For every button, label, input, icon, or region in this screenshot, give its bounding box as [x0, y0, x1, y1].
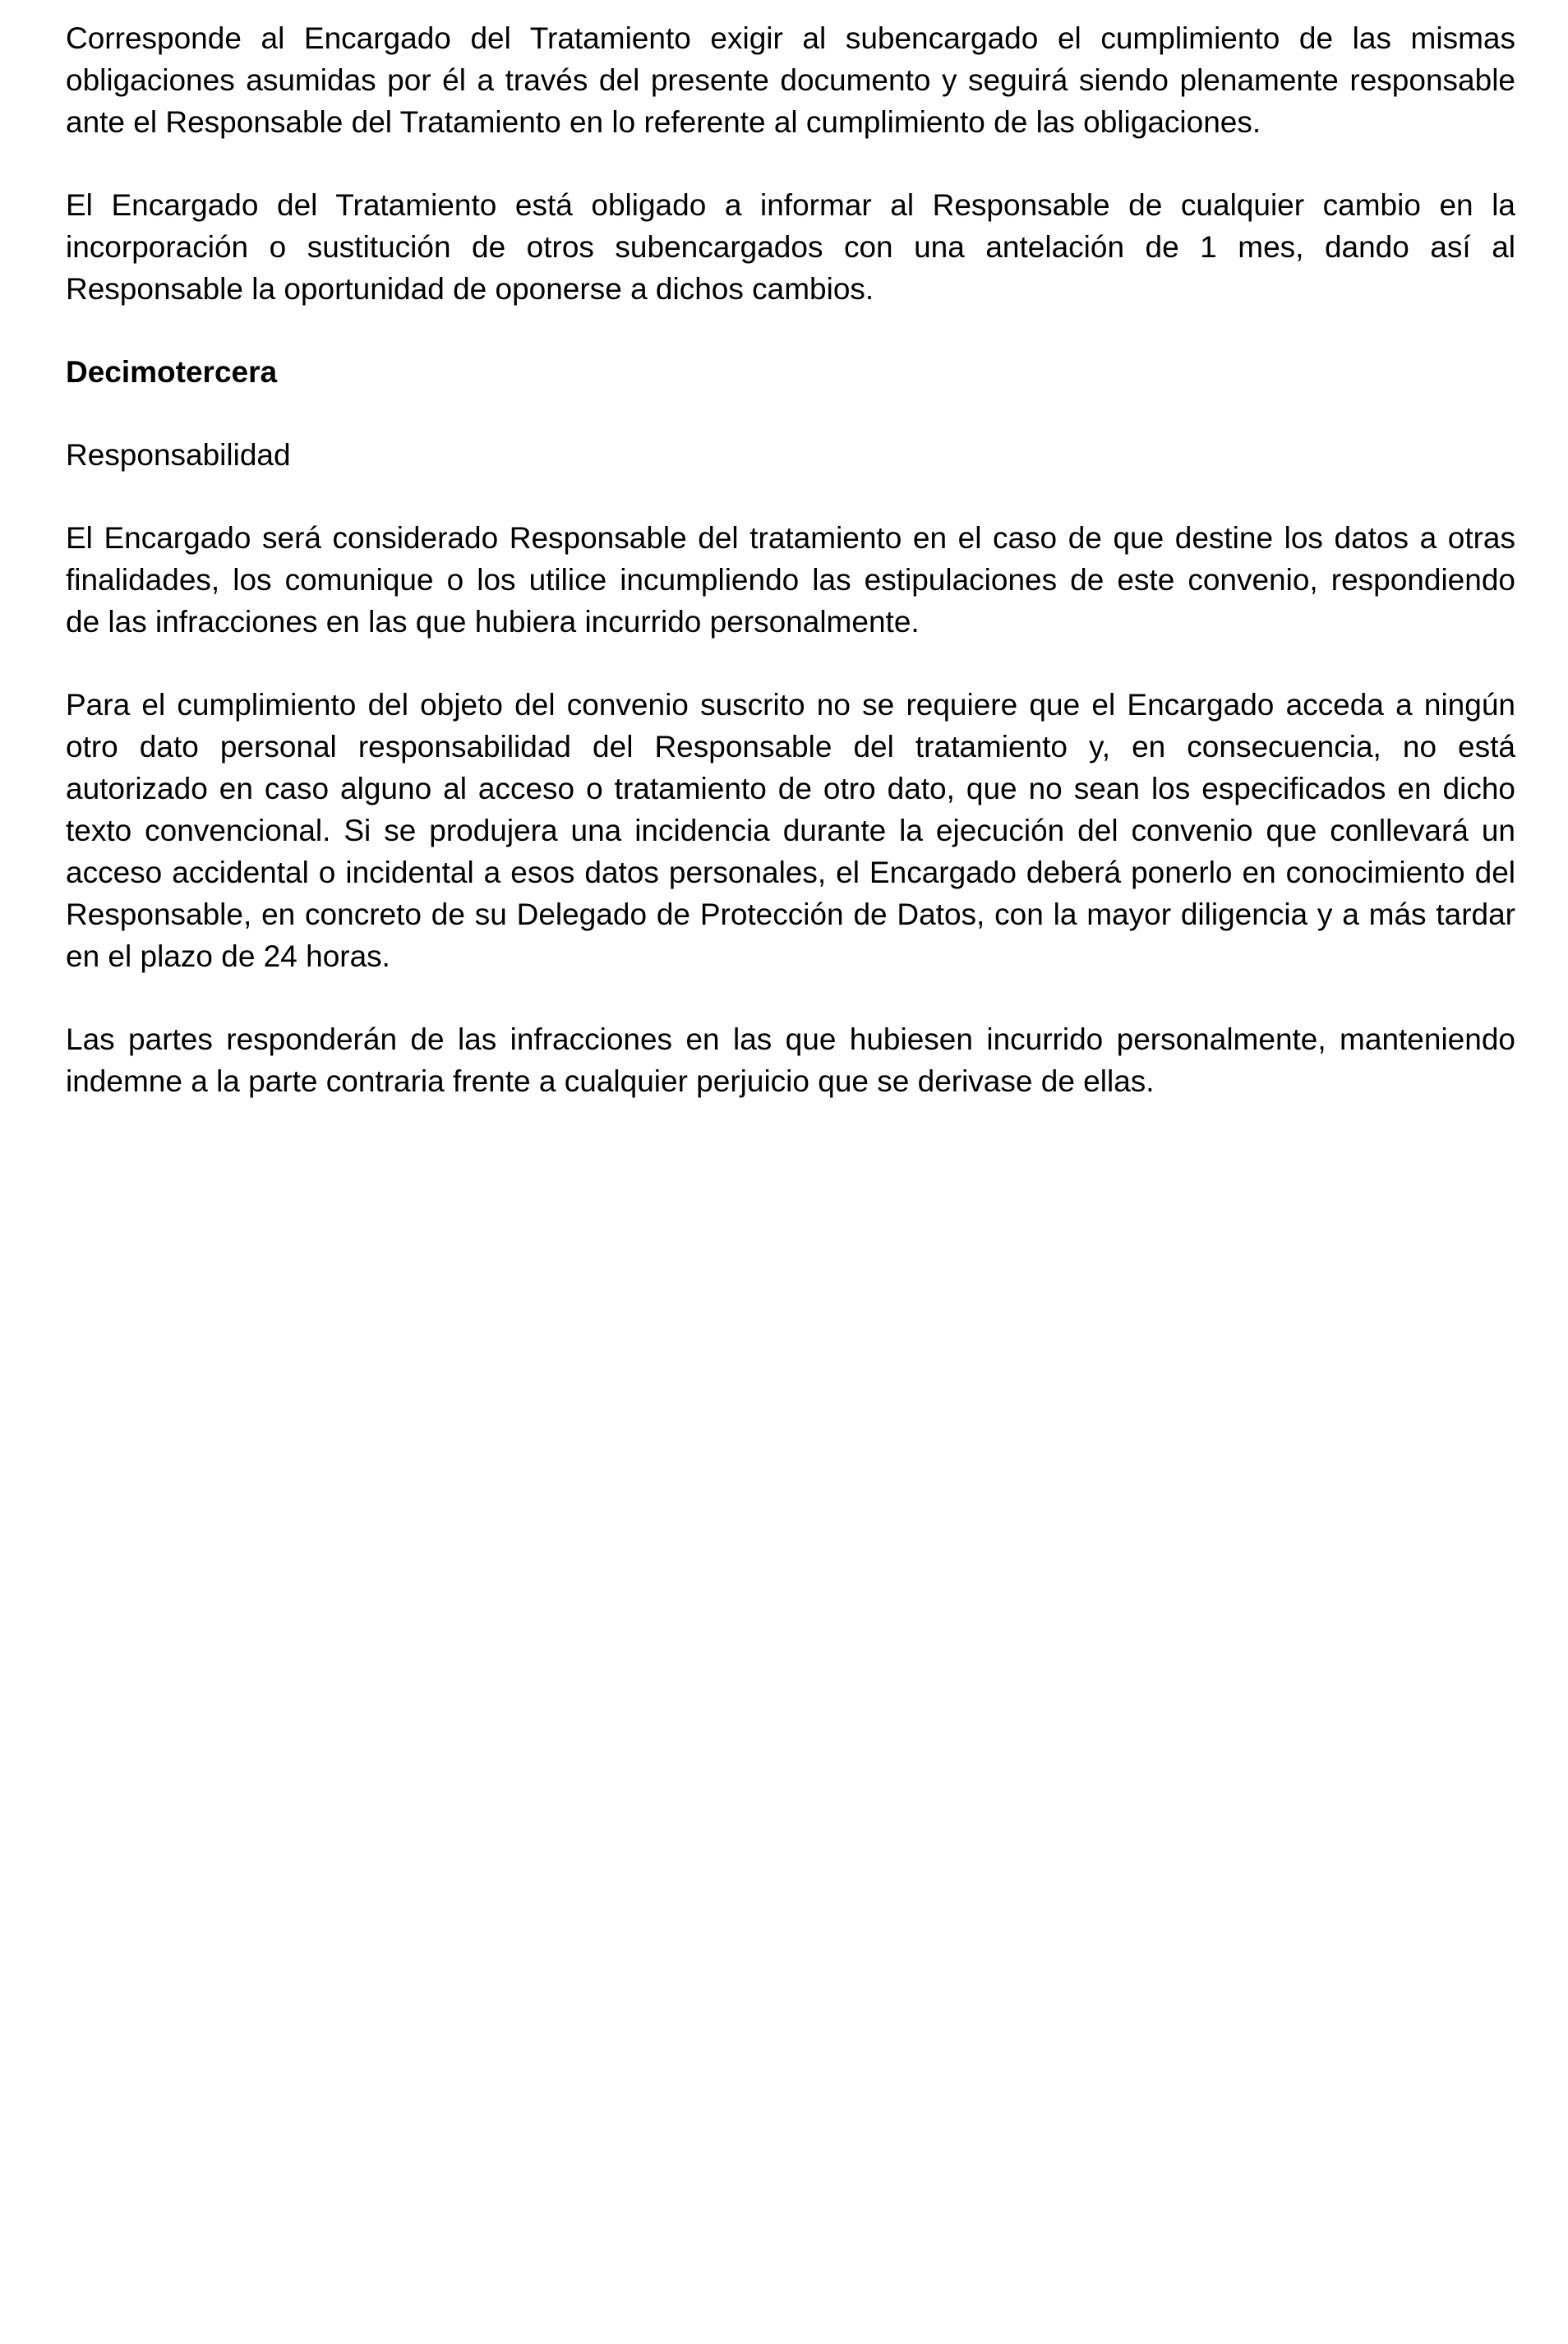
clause-subheading — [66, 434, 1515, 476]
text-line: otro dato personal responsabilidad del Responsable del tratamiento y, en consecuencia, no está — [66, 730, 1515, 764]
text-line: Corresponde al Encargado del Tratamiento exigir al subencargado el cumplimiento de las mismas — [66, 21, 1515, 55]
text-line: El Encargado del Tratamiento está obligado a informar al Responsable de cualquier cambio en la — [66, 188, 1515, 222]
clause-heading — [66, 351, 1515, 393]
text-line: finalidades, los comunique o los utilice incumpliendo las estipulaciones de este convenio, respondiendo — [66, 563, 1515, 597]
text-line: texto convencional. Si se produjera una incidencia durante la ejecución del convenio que conllevará un — [66, 814, 1515, 847]
paragraph — [66, 1018, 1515, 1102]
text-line: incorporación o sustitución de otros subencargados con una antelación de 1 mes, dando así al — [66, 230, 1515, 264]
paragraph — [66, 684, 1515, 977]
text-line: obligaciones asumidas por él a través del presente documento y seguirá siendo plenamente responsable — [66, 63, 1515, 97]
paragraph — [66, 184, 1515, 310]
text-line: indemne a la parte contraria frente a cualquier perjuicio que se derivase de ellas. — [66, 1064, 1155, 1098]
text-line: Responsabilidad — [66, 438, 291, 472]
text-line: Responsable la oportunidad de oponerse a dichos cambios. — [66, 272, 874, 306]
text-line: Para el cumplimiento del objeto del convenio suscrito no se requiere que el Encargado acceda a ningún — [66, 688, 1515, 722]
paragraph — [66, 517, 1515, 643]
text-line: Responsable, en concreto de su Delegado de Protección de Datos, con la mayor diligencia y a más tardar — [66, 897, 1515, 931]
text-line: Decimotercera — [66, 355, 278, 389]
text-line: en el plazo de 24 horas. — [66, 939, 390, 973]
paragraph — [66, 17, 1515, 143]
text-line: Las partes responderán de las infracciones en las que hubiesen incurrido personalmente, manteniendo — [66, 1022, 1515, 1056]
document-content — [66, 17, 1515, 1143]
text-line: de las infracciones en las que hubiera incurrido personalmente. — [66, 605, 920, 639]
text-line: ante el Responsable del Tratamiento en lo referente al cumplimiento de las obligaciones. — [66, 105, 1261, 139]
text-line: El Encargado será considerado Responsable del tratamiento en el caso de que destine los datos a otras — [66, 521, 1515, 555]
text-line: acceso accidental o incidental a esos datos personales, el Encargado deberá ponerlo en conocimiento del — [66, 856, 1515, 889]
text-line: autorizado en caso alguno al acceso o tratamiento de otro dato, que no sean los especificados en dicho — [66, 772, 1515, 805]
